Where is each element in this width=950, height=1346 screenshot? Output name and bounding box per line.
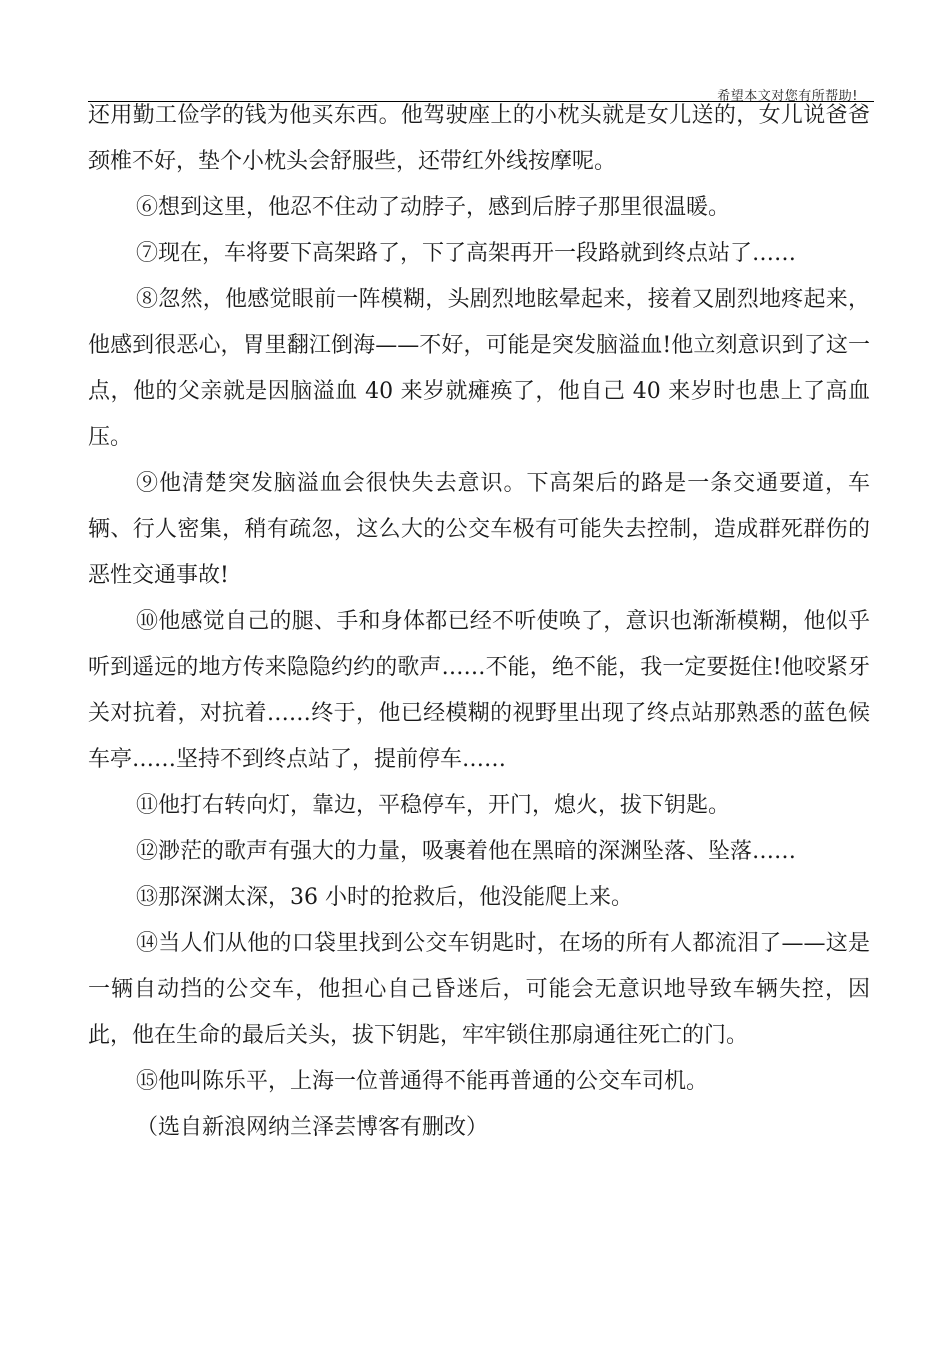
paragraph-14: ⑭当人们从他的口袋里找到公交车钥匙时，在场的所有人都流泪了——这是一辆自动挡的公交车，他担心自己昏迷后，可能会无意识地导致车辆失控，因此，他在生命的最后关头，拔下钥匙，牢牢锁住那扇通往死亡的门。 (88, 931, 870, 1048)
paragraph-continuation: 还用勤工俭学的钱为他买东西。他驾驶座上的小枕头就是女儿送的，女儿说爸爸颈椎不好，垫个小枕头会舒服些，还带红外线按摩呢。 (88, 103, 870, 174)
paragraph-9: ⑨他清楚突发脑溢血会很快失去意识。下高架后的路是一条交通要道，车辆、行人密集，稍有疏忽，这么大的公交车极有可能失去控制，造成群死群伤的恶性交通事故! (88, 471, 870, 588)
paragraph-6: ⑥想到这里，他忍不住动了动脖子，感到后脖子那里很温暖。 (136, 195, 731, 220)
source-citation: （选自新浪网纳兰泽芸博客有删改） (136, 1115, 489, 1140)
paragraph-15: ⑮他叫陈乐平，上海一位普通得不能再普通的公交车司机。 (136, 1069, 709, 1094)
paragraph-7: ⑦现在，车将要下高架路了，下了高架再开一段路就到终点站了…… (136, 241, 797, 266)
header-note: 希望本文对您有所帮助! (717, 89, 858, 104)
paragraph-8: ⑧忽然，他感觉眼前一阵模糊，头剧烈地眩晕起来，接着又剧烈地疼起来，他感到很恶心，胃里翻江倒海——不好，可能是突发脑溢血!他立刻意识到了这一点，他的父亲就是因脑溢血 40 来岁就瘫痪了，他自己 40 来岁时也患上了高血压。 (88, 287, 870, 450)
paragraph-10: ⑩他感觉自己的腿、手和身体都已经不听使唤了，意识也渐渐模糊，他似乎听到遥远的地方传来隐隐约约的歌声……不能，绝不能，我一定要挺住!他咬紧牙关对抗着，对抗着……终于，他已经模糊的视野里出现了终点站那熟悉的蓝色候车亭……坚持不到终点站了，提前停车…… (88, 609, 870, 772)
paragraph-11: ⑪他打右转向灯，靠边，平稳停车，开门，熄火，拔下钥匙。 (136, 793, 731, 818)
document-body (88, 93, 870, 1151)
paragraph-12: ⑫渺茫的歌声有强大的力量，吸裹着他在黑暗的深渊坠落、坠落…… (136, 839, 797, 864)
paragraph-13: ⑬那深渊太深，36 小时的抢救后，他没能爬上来。 (136, 885, 633, 910)
